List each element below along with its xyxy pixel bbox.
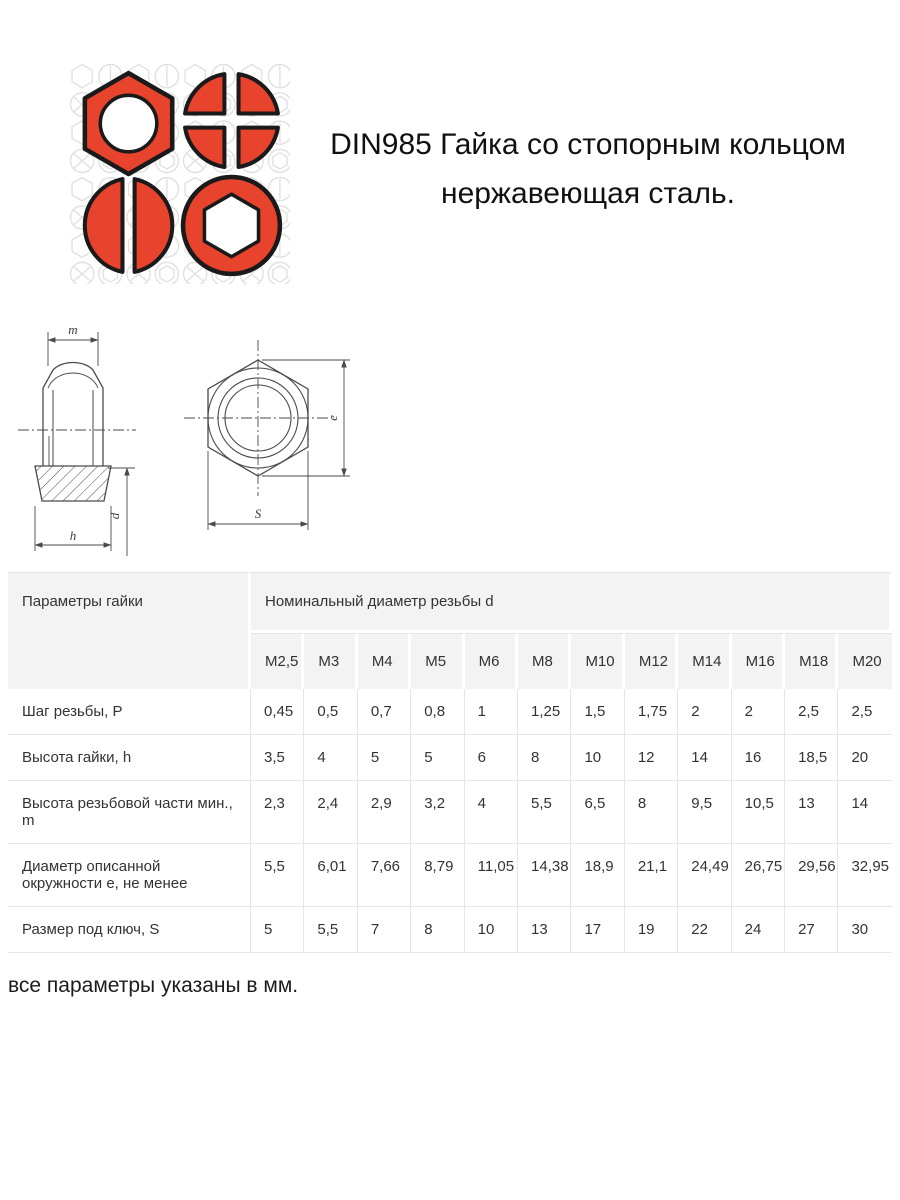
spec-table-head (8, 572, 892, 689)
column-header: M18 (785, 633, 838, 689)
table-cell: 8 (411, 907, 464, 953)
dim-label-h: h (69, 528, 77, 543)
table-cell: 7 (358, 907, 411, 953)
table-cell: 6,5 (571, 781, 624, 844)
table-cell: 17 (571, 907, 624, 953)
row-label: Размер под ключ, S (8, 907, 251, 953)
table-cell: 11,05 (465, 844, 518, 907)
table-cell: 13 (518, 907, 571, 953)
table-cell: 2,4 (304, 781, 357, 844)
dim-label-s: S (254, 506, 262, 521)
table-cell: 12 (625, 735, 678, 781)
table-cell: 4 (465, 781, 518, 844)
table-cell: 20 (838, 735, 892, 781)
diameter-header: Номинальный диаметр резьбы d (251, 572, 892, 633)
table-cell: 9,5 (678, 781, 731, 844)
table-cell: 14 (678, 735, 731, 781)
column-header: M10 (571, 633, 624, 689)
units-note: все параметры указаны в мм. (8, 974, 299, 997)
table-cell: 5,5 (304, 907, 357, 953)
table-cell: 13 (785, 781, 838, 844)
spec-table-body (8, 689, 892, 953)
table-cell: 22 (678, 907, 731, 953)
table-cell: 2,5 (838, 689, 892, 735)
column-header: M2,5 (251, 633, 304, 689)
column-header: M14 (678, 633, 731, 689)
column-header: M8 (518, 633, 571, 689)
technical-drawing (8, 318, 388, 568)
table-row (8, 735, 892, 781)
column-header: M20 (838, 633, 892, 689)
title-line-1: DIN985 Гайка со стопорным кольцом (330, 128, 846, 161)
table-cell: 14 (838, 781, 892, 844)
table-cell: 1,25 (518, 689, 571, 735)
side-view (18, 332, 136, 556)
table-cell: 7,66 (358, 844, 411, 907)
table-cell: 8 (518, 735, 571, 781)
table-cell: 4 (304, 735, 357, 781)
fastener-logo-icon (68, 62, 290, 284)
table-cell: 2 (732, 689, 785, 735)
table-cell: 29,56 (785, 844, 838, 907)
column-header: M3 (304, 633, 357, 689)
table-cell: 2,9 (358, 781, 411, 844)
brand-logo (68, 62, 290, 284)
title-line-2: нержавеющая сталь. (441, 177, 735, 210)
table-cell: 5 (358, 735, 411, 781)
row-label: Высота гайки, h (8, 735, 251, 781)
table-cell: 3,5 (251, 735, 304, 781)
table-cell: 8,79 (411, 844, 464, 907)
table-cell: 19 (625, 907, 678, 953)
table-cell: 2,3 (251, 781, 304, 844)
table-cell: 16 (732, 735, 785, 781)
table-cell: 18,5 (785, 735, 838, 781)
table-cell: 2 (678, 689, 731, 735)
table-cell: 32,95 (838, 844, 892, 907)
table-cell: 5 (411, 735, 464, 781)
column-header: M6 (465, 633, 518, 689)
table-row (8, 844, 892, 907)
table-cell: 21,1 (625, 844, 678, 907)
table-row (8, 781, 892, 844)
table-cell: 0,5 (304, 689, 357, 735)
table-cell: 1 (465, 689, 518, 735)
table-cell: 10,5 (732, 781, 785, 844)
spec-table (8, 572, 892, 953)
table-cell: 6 (465, 735, 518, 781)
table-cell: 0,8 (411, 689, 464, 735)
table-cell: 1,75 (625, 689, 678, 735)
table-cell: 3,2 (411, 781, 464, 844)
row-label: Диаметр описанной окружности е, не менее (8, 844, 251, 907)
table-cell: 24,49 (678, 844, 731, 907)
front-view (184, 340, 350, 530)
row-label: Шаг резьбы, P (8, 689, 251, 735)
table-cell: 6,01 (304, 844, 357, 907)
nut-dimension-diagram (8, 318, 388, 568)
table-cell: 2,5 (785, 689, 838, 735)
column-header: M16 (732, 633, 785, 689)
column-header: M12 (625, 633, 678, 689)
table-cell: 10 (571, 735, 624, 781)
table-cell: 1,5 (571, 689, 624, 735)
table-cell: 27 (785, 907, 838, 953)
page-title (292, 120, 884, 218)
hex-nut-icon (85, 73, 172, 174)
socket-head-icon (183, 177, 280, 274)
table-cell: 30 (838, 907, 892, 953)
table-cell: 5,5 (518, 781, 571, 844)
column-header: M4 (358, 633, 411, 689)
table-row (8, 907, 892, 953)
table-row (8, 689, 892, 735)
table-cell: 8 (625, 781, 678, 844)
table-cell: 0,45 (251, 689, 304, 735)
table-cell: 14,38 (518, 844, 571, 907)
column-header: M5 (411, 633, 464, 689)
table-cell: 10 (465, 907, 518, 953)
row-label: Высота резьбовой части мин., m (8, 781, 251, 844)
table-cell: 18,9 (571, 844, 624, 907)
table-cell: 5 (251, 907, 304, 953)
dim-label-e: e (325, 415, 340, 421)
param-header: Параметры гайки (8, 572, 251, 689)
dim-label-d: d (107, 512, 122, 520)
dim-label-m: m (68, 322, 78, 337)
table-cell: 0,7 (358, 689, 411, 735)
table-cell: 5,5 (251, 844, 304, 907)
table-cell: 26,75 (732, 844, 785, 907)
table-cell: 24 (732, 907, 785, 953)
